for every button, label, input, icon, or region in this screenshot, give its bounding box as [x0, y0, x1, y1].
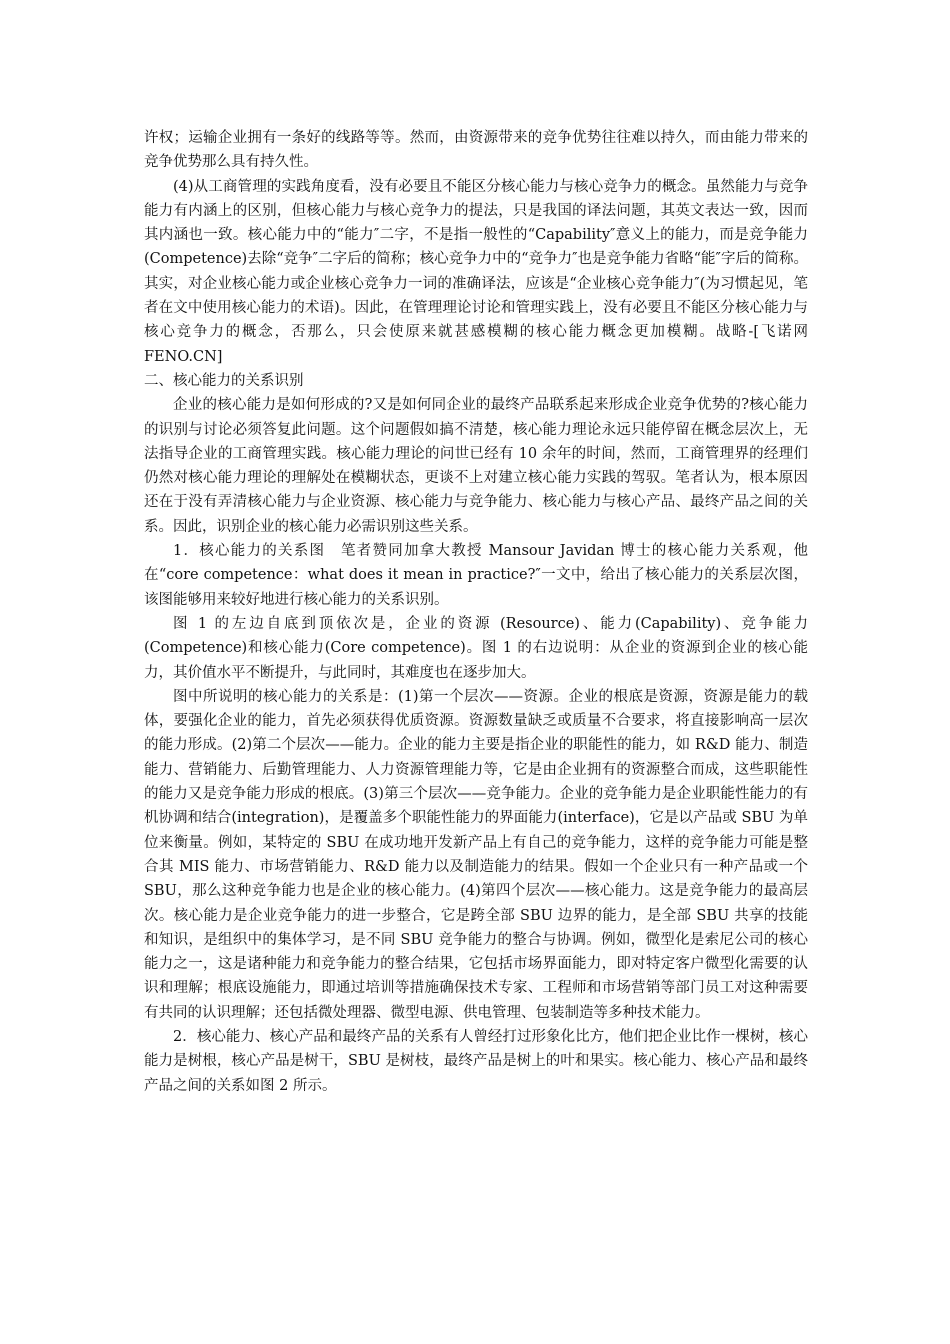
section-heading: 二、核心能力的关系识别 [144, 372, 304, 389]
paragraph-figure-1-description: 图 1 的左边自底到顶依次是，企业的资源 (Resource)、能力(Capability)、竞争能力(Competence)和核心能力(Core competence)。图 1 的右边说明：从企业的资源到企业的核心能力，其价值水平不断提升，与此同时，其难度也在逐步加大。 [144, 615, 808, 681]
paragraph-core-products: 2．核心能力、核心产品和最终产品的关系有人曾经打过形象化比方，他们把企业比作一棵树，核心能力是树根，核心产品是树干，SBU 是树枝，最终产品是树上的叶和果实。核心能力、核心产品和最终产品之间的关系如图 2 所示。 [144, 1028, 808, 1094]
paragraph-relationship-diagram: 1．核心能力的关系图 笔者赞同加拿大教授 Mansour Javidan 博士的核心能力关系观，他在“core competence：what does it mean in practice?″一文中，给出了核心能力的关系层次图，该图能够用来较好地进行核心能力的关系识别。 [144, 543, 808, 608]
paragraph-levels-explanation: 图中所说明的核心能力的关系是：(1)第一个层次——资源。企业的根底是资源，资源是能力的载体，要强化企业的能力，首先必须获得优质资源。资源数量缺乏或质量不合要求，将直接影响高一层次的能力形成。(2)第二个层次——能力。企业的能力主要是指企业的职能性的能力，如 R&D 能力、制造能力、营销能力、后勤管理能力、人力资源管理能力等，它是由企业拥有的资源整合而成，这些职能性的能力又是竞争能力形成的根底。(3)第三个层次——竞争能力。企业的竞争能力是企业职能性能力的有机协调和结合(integration)，是覆盖多个职能性能力的界面能力(interface)，它是以产品或 SBU 为单位来衡量。例如，某特定的 SBU 在成功地开发新产品上有自己的竞争能力，这样的竞争能力可能是整合其 MIS 能力、市场营销能力、R&D 能力以及制造能力的结果。假如一个企业只有一种产品或一个 SBU，那么这种竞争能力也是企业的核心能力。(4)第四个层次——核心能力。这是竞争能力的最高层次。核心能力是企业竞争能力的进一步整合，它是跨全部 SBU 边界的能力，是全部 SBU 共享的技能和知识，是组织中的集体学习，是不同 SBU 竞争能力的整合与协调。例如，微型化是索尼公司的核心能力之一，这是诸种能力和竞争能力的整合结果，它包括市场界面能力，即对特定客户微型化需要的认识和理解；根底设施能力，即通过培训等措施确保技术专家、工程师和市场营销等部门员工对这种需要有共同的认识理解；还包括微处理器、微型电源、供电管理、包装制造等多种技术能力。 [144, 688, 808, 1021]
paragraph-continuation: 许权；运输企业拥有一条好的线路等等。然而，由资源带来的竞争优势往往难以持久，而由能力带来的竞争优势那么具有持久性。 [144, 130, 808, 171]
document-page [144, 126, 808, 1098]
paragraph-point-4: (4)从工商管理的实践角度看，没有必要且不能区分核心能力与核心竞争力的概念。虽然能力与竞争能力有内涵上的区别，但核心能力与核心竞争力的提法，只是我国的译法问题，其英文表达一致，因而其内涵也一致。核心能力中的“能力″二字，不是指一般性的“Capability″意义上的能力，而是竞争能力(Competence)去除“竞争″二字后的简称；核心竞争力中的“竞争力″也是竞争能力省略“能″字后的简称。其实，对企业核心能力或企业核心竞争力一词的准确译法，应该是“企业核心竞争能力″(为习惯起见，笔者在文中使用核心能力的术语)。因此，在管理理论讨论和管理实践上，没有必要且不能区分核心能力与核心竞争力的概念，否那么，只会使原来就甚感模糊的核心能力概念更加模糊。战略-[飞诺网 FENO.CN] [144, 178, 808, 365]
paragraph-core-competence-formation: 企业的核心能力是如何形成的?又是如何同企业的最终产品联系起来形成企业竞争优势的?核心能力的识别与讨论必须答复此问题。这个问题假如搞不清楚，核心能力理论永远只能停留在概念层次上，无法指导企业的工商管理实践。核心能力理论的问世已经有 10 余年的时间，然而，工商管理界的经理们仍然对核心能力理论的理解处在模糊状态，更谈不上对建立核心能力实践的驾驭。笔者认为，根本原因还在于没有弄清核心能力与企业资源、核心能力与竞争能力、核心能力与核心产品、最终产品之间的关系。因此，识别企业的核心能力必需识别这些关系。 [144, 397, 808, 535]
